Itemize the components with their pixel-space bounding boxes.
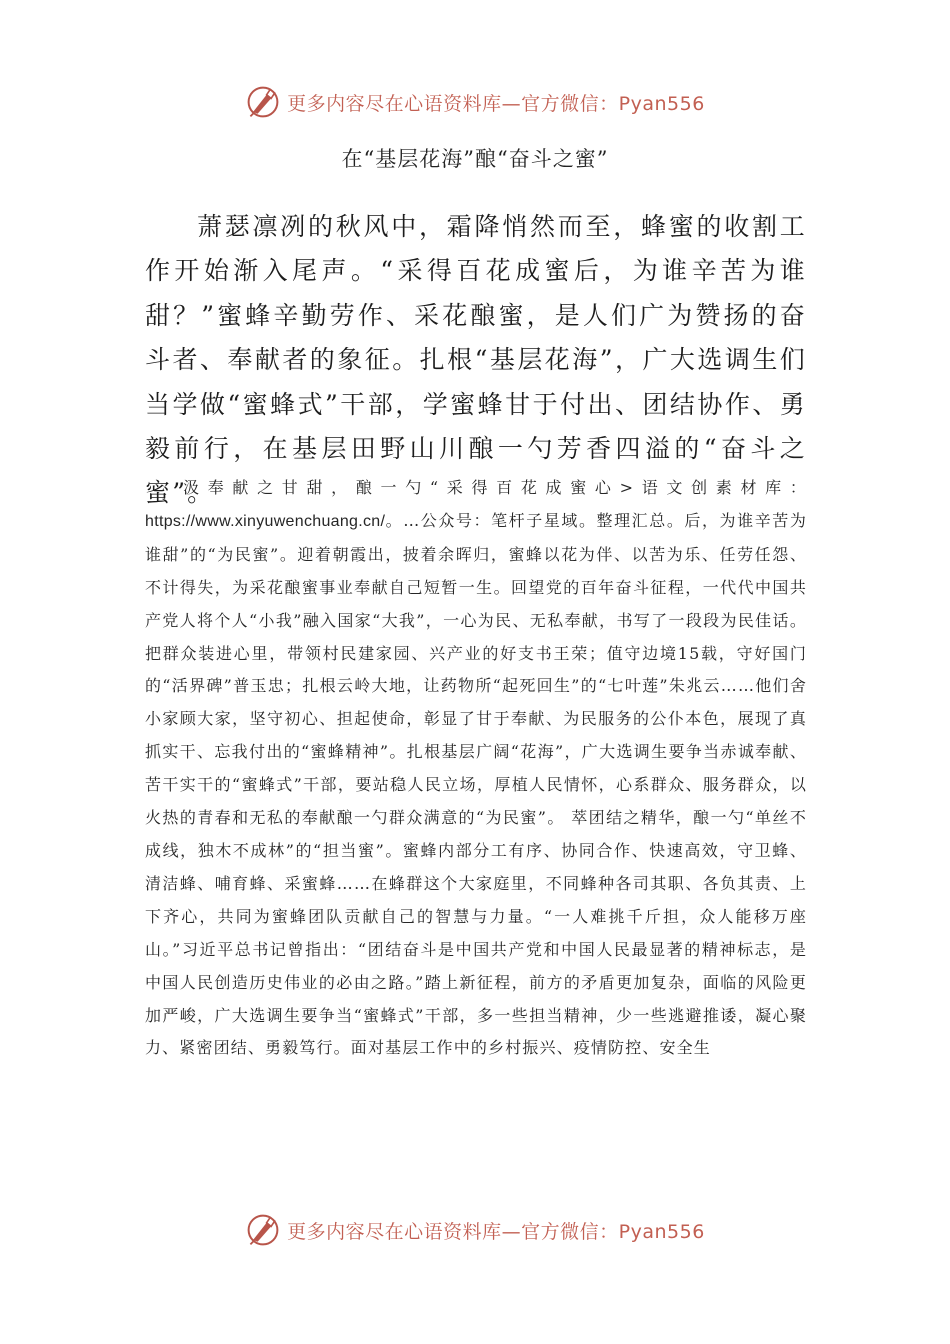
footer-banner [0, 1208, 950, 1252]
body-text-part1: 汲奉献之甘甜，酿一勺“采得百花成蜜心>语文创素材库： [183, 478, 807, 497]
source-url: https://www.xinyuwenchuang.cn/ [145, 512, 386, 530]
body-paragraph [145, 472, 807, 1065]
pen-nib-logo-icon [245, 84, 281, 120]
pen-nib-logo-icon [245, 1212, 281, 1248]
body-text-part2: 。…公众号：笔杆子星域。整理汇总。后，为谁辛苦为谁甜”的“为民蜜”。迎着朝霞出，披着余晖归，蜜蜂以花为伴、以苦为乐、任劳任怨、不计得失，为采花酿蜜事业奉献自己短暂一生。回望党的百年奋斗征程，一代代中国共产党人将个人“小我”融入国家“大我”，一心为民、无私奉献，书写了一段段为民佳话。把群众装进心里，带领村民建家园、兴产业的好支书王荣；值守边境15载，守好国门的“活界碑”普玉忠；扎根云岭大地，让药物所“起死回生”的“七叶莲”朱兆云……他们舍小家顾大家，坚守初心、担起使命，彰显了甘于奉献、为民服务的公仆本色，展现了真抓实干、忘我付出的“蜜蜂精神”。扎根基层广阔“花海”，广大选调生要争当赤诚奉献、苦干实干的“蜜蜂式”干部，要站稳人民立场，厚植人民情怀，心系群众、服务群众，以火热的青春和无私的奉献酿一勺群众满意的“为民蜜”。 萃团结之精华，酿一勺“单丝不成线，独木不成林”的“担当蜜”。蜜蜂内部分工有序、协同合作、快速高效，守卫蜂、清洁蜂、哺育蜂、采蜜蜂……在蜂群这个大家庭里，不同蜂种各司其职、各负其责、上下齐心，共同为蜜蜂团队贡献自己的智慧与力量。“一人难挑千斤担，众人能移万座山。”习近平总书记曾指出：“团结奋斗是中国共产党和中国人民最显著的精神标志，是中国人民创造历史伟业的必由之路。”踏上新征程，前方的矛盾更加复杂，面临的风险更加严峻，广大选调生要争当“蜜蜂式”干部，多一些担当精神，少一些逃避推诿，凝心聚力、紧密团结、勇毅笃行。面对基层工作中的乡村振兴、疫情防控、安全生 [145, 510, 807, 1058]
header-banner [0, 80, 950, 124]
footer-banner-text: 更多内容尽在心语资料库—官方微信：Pyan556 [287, 1220, 705, 1243]
lead-paragraph: 萧瑟凛冽的秋风中，霜降悄然而至，蜂蜜的收割工作开始渐入尾声。“采得百花成蜜后，为谁辛苦为谁甜？”蜜蜂辛勤劳作、采花酿蜜，是人们广为赞扬的奋斗者、奉献者的象征。扎根“基层花海”，广大选调生们当学做“蜜蜂式”干部，学蜜蜂甘于付出、团结协作、勇毅前行，在基层田野山川酿一勺芳香四溢的“奋斗之蜜”。 [145, 212, 807, 508]
article-title: 在“基层花海”酿“奋斗之蜜” [341, 147, 609, 171]
header-banner-text: 更多内容尽在心语资料库—官方微信：Pyan556 [287, 92, 705, 115]
